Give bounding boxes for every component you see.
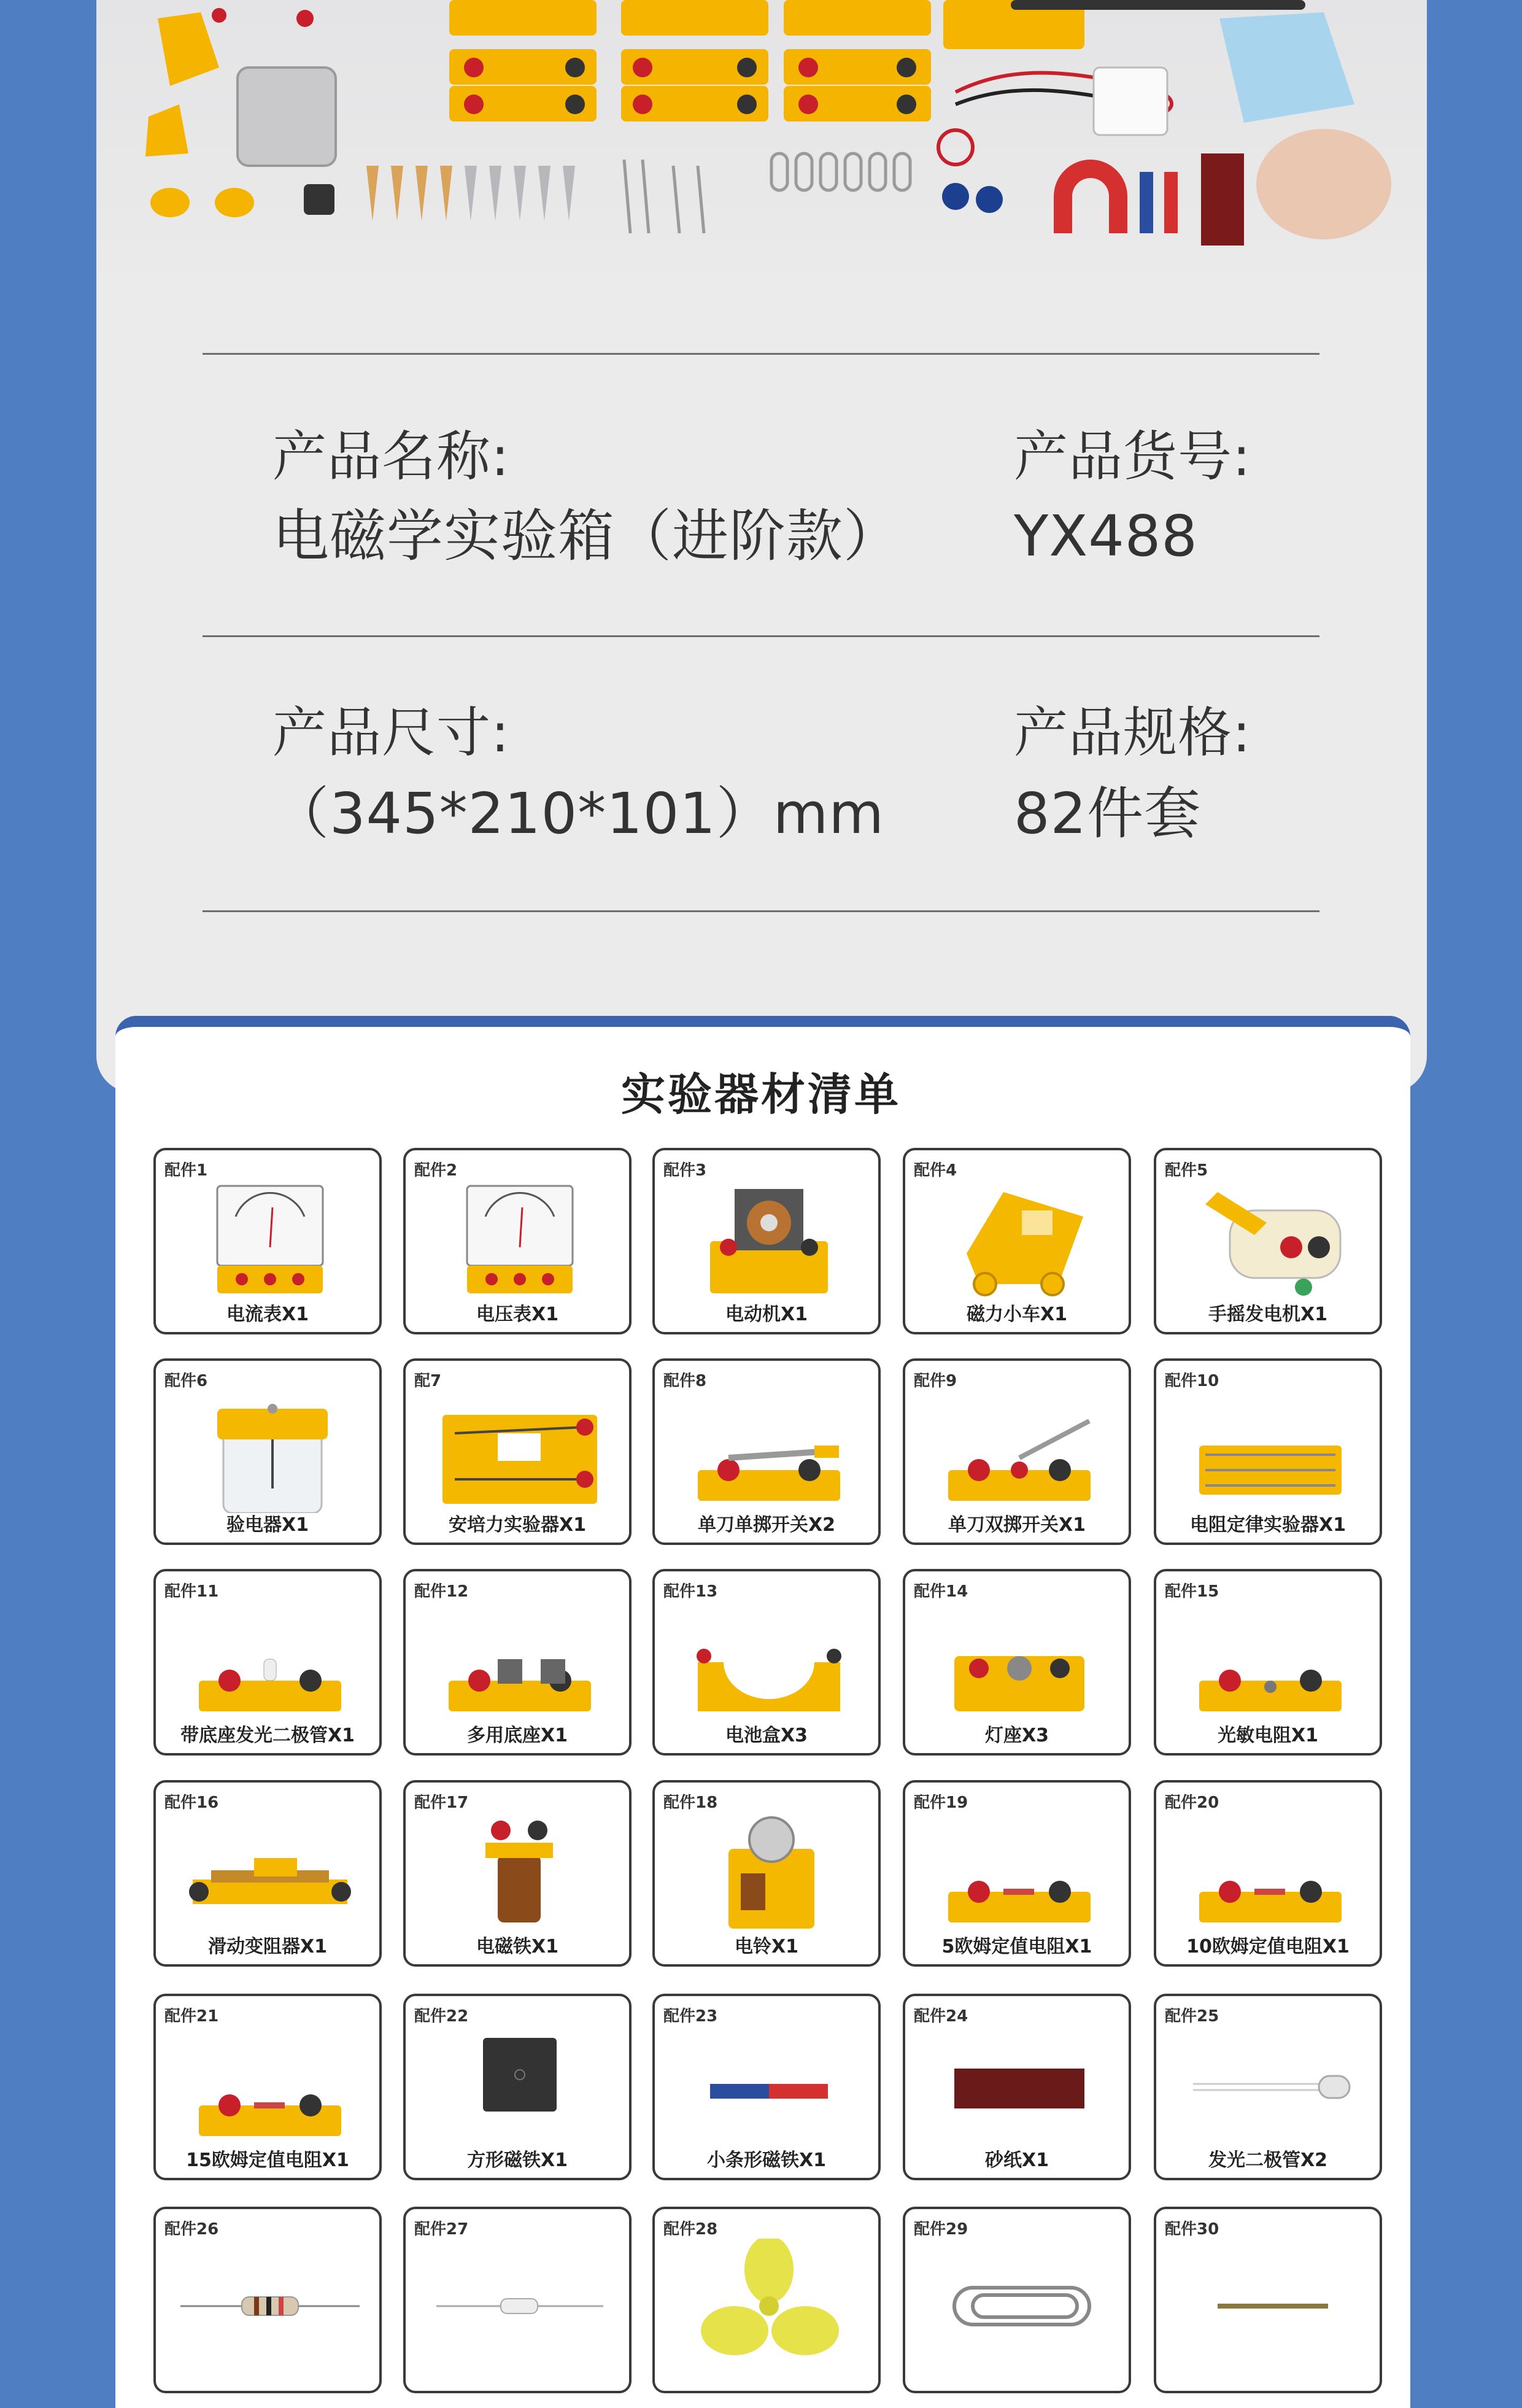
divider [203,353,1319,355]
equipment-item-index: 配件30 [1165,2220,1219,2239]
equipment-item-index: 配件8 [663,1372,707,1390]
equipment-item [903,1780,1131,1967]
equipment-item-label: 小条形磁铁X1 [706,2150,826,2171]
equipment-item-index: 配件9 [914,1372,957,1390]
equipment-item [153,1780,382,1967]
equipment-item [903,1148,1131,1334]
equipment-item [153,2207,382,2393]
equipment-item-label: 方形磁铁X1 [466,2150,568,2171]
equipment-item-label: 安培力实验器X1 [448,1514,586,1536]
equipment-item-index: 配件20 [1165,1794,1219,1812]
equipment-item-index: 配件28 [663,2220,718,2239]
equipment-item [903,1994,1131,2180]
equipment-item [403,1994,632,2180]
equipment-item-label: 光敏电阻X1 [1217,1725,1318,1746]
equipment-item-label: 10欧姆定值电阻X1 [1186,1936,1350,1957]
equipment-item-index: 配件2 [414,1161,458,1180]
spdt-switch-icon [930,1390,1109,1513]
equipment-item [403,1569,632,1756]
equipment-item [403,1358,632,1545]
equipment-item-index: 配件15 [1165,1582,1219,1601]
equipment-item-index: 配件12 [414,1582,469,1601]
equipment-item-index: 配件27 [414,2220,469,2239]
kit-components-photo-icon [96,0,1427,270]
equipment-item [403,1780,632,1967]
equipment-item [903,2207,1131,2393]
square-magnet-icon [430,2026,609,2148]
equipment-item-label: 验电器X1 [226,1514,309,1536]
equipment-item-label: 电压表X1 [476,1304,558,1325]
equipment-item [153,1569,382,1756]
equipment-item-index: 配件19 [914,1794,968,1812]
equipment-item-index: 配件25 [1165,2007,1219,2026]
rheostat-icon [180,1812,360,1935]
equipment-item-label: 发光二极管X2 [1208,2150,1327,2171]
equipment-item [652,1148,881,1334]
equipment-item-index: 配件26 [164,2220,219,2239]
equipment-item-index: 配件21 [164,2007,219,2026]
equipment-item-index: 配件13 [663,1582,718,1601]
motor-icon [679,1180,859,1303]
equipment-item-label: 单刀单掷开关X2 [697,1514,835,1536]
equipment-item [1154,1358,1382,1545]
equipment-item-label: 电流表X1 [226,1304,309,1325]
product-item-no-value: YX488 [1014,503,1198,569]
product-hero-photo [96,0,1427,270]
equipment-item-index: 配件10 [1165,1372,1219,1390]
product-size-label: 产品尺寸: [272,701,510,764]
equipment-item-index: 配件17 [414,1794,469,1812]
multi-base-icon [430,1601,609,1724]
equipment-item-label: 电动机X1 [725,1304,808,1325]
bar-magnet-icon [679,2026,859,2148]
paper-clip-icon [930,2239,1109,2361]
led-base-icon [180,1601,360,1724]
product-item-no-label: 产品货号: [1014,425,1251,488]
equipment-item-label: 滑动变阻器X1 [207,1936,327,1957]
spst-switch-icon [679,1390,859,1513]
equipment-item-label: 电阻定律实验器X1 [1189,1514,1346,1536]
battery-box-icon [679,1601,859,1724]
equipment-item-label: 单刀双掷开关X1 [948,1514,1086,1536]
equipment-item-index: 配7 [414,1372,442,1390]
ammeter-icon [180,1180,360,1303]
magnet-car-icon [930,1180,1109,1303]
equipment-item-label: 电池盒X3 [725,1725,808,1746]
wire-rod-icon [1181,2239,1360,2361]
equipment-item [652,1358,881,1545]
product-spec-label: 产品规格: [1014,701,1251,764]
equipment-item-index: 配件18 [663,1794,718,1812]
equipment-item [153,1994,382,2180]
sandpaper-icon [930,2026,1109,2148]
ampere-force-icon [430,1390,609,1513]
equipment-item-index: 配件24 [914,2007,968,2026]
equipment-item [1154,2207,1382,2393]
equipment-item [652,1994,881,2180]
equipment-item-index: 配件5 [1165,1161,1208,1180]
equipment-item-index: 配件6 [164,1372,208,1390]
product-size-value: （345*210*101）mm [272,781,885,846]
equipment-list-title: 实验器材清单 [620,1069,901,1120]
equipment-item [403,1148,632,1334]
equipment-item-label: 15欧姆定值电阻X1 [186,2150,349,2171]
product-info-card [96,0,1427,1093]
divider [203,910,1319,912]
equipment-item-index: 配件14 [914,1582,968,1601]
propeller-icon [679,2239,859,2361]
divider [203,635,1319,637]
photoresistor-icon [1181,1601,1360,1724]
equipment-item-label: 5欧姆定值电阻X1 [941,1936,1092,1957]
led-icon [1181,2026,1360,2148]
product-name-value: 电磁学实验箱（进阶款） [272,503,901,569]
equipment-item-label: 电铃X1 [734,1936,798,1957]
equipment-item [652,1569,881,1756]
resistance-law-icon [1181,1390,1360,1513]
electroscope-icon [180,1390,360,1513]
lamp-holder-icon [930,1601,1109,1724]
equipment-item [903,1358,1131,1545]
equipment-item [403,2207,632,2393]
equipment-item-label: 灯座X3 [984,1725,1049,1746]
equipment-item [1154,1148,1382,1334]
equipment-item-label: 磁力小车X1 [966,1304,1067,1325]
resistor-icon [180,2239,360,2361]
equipment-item-label: 电磁铁X1 [476,1936,558,1957]
equipment-item-index: 配件1 [164,1161,208,1180]
equipment-item-index: 配件23 [663,2007,718,2026]
product-spec-value: 82件套 [1014,781,1202,846]
equipment-item-index: 配件3 [663,1161,707,1180]
equipment-item-index: 配件29 [914,2220,968,2239]
equipment-item-label: 手摇发电机X1 [1208,1304,1327,1325]
equipment-item [153,1148,382,1334]
voltmeter-icon [430,1180,609,1303]
equipment-item-index: 配件16 [164,1794,219,1812]
equipment-item [1154,1780,1382,1967]
equipment-item [652,1780,881,1967]
bell-icon [679,1812,859,1935]
resistor-10-icon [1181,1812,1360,1935]
equipment-item [153,1358,382,1545]
equipment-item-label: 多用底座X1 [466,1725,568,1746]
equipment-item-index: 配件4 [914,1161,957,1180]
equipment-item-label: 带底座发光二极管X1 [180,1725,355,1746]
equipment-item-label: 砂纸X1 [984,2150,1049,2171]
equipment-item [1154,1994,1382,2180]
product-name-label: 产品名称: [272,425,510,488]
equipment-item-index: 配件22 [414,2007,469,2026]
equipment-item [903,1569,1131,1756]
resistor-15-icon [180,2026,360,2148]
equipment-item [1154,1569,1382,1756]
resistor-5-icon [930,1812,1109,1935]
equipment-item [652,2207,881,2393]
fuse-icon [430,2239,609,2361]
electromagnet-icon [430,1812,609,1935]
hand-generator-icon [1181,1180,1360,1303]
equipment-item-index: 配件11 [164,1582,219,1601]
